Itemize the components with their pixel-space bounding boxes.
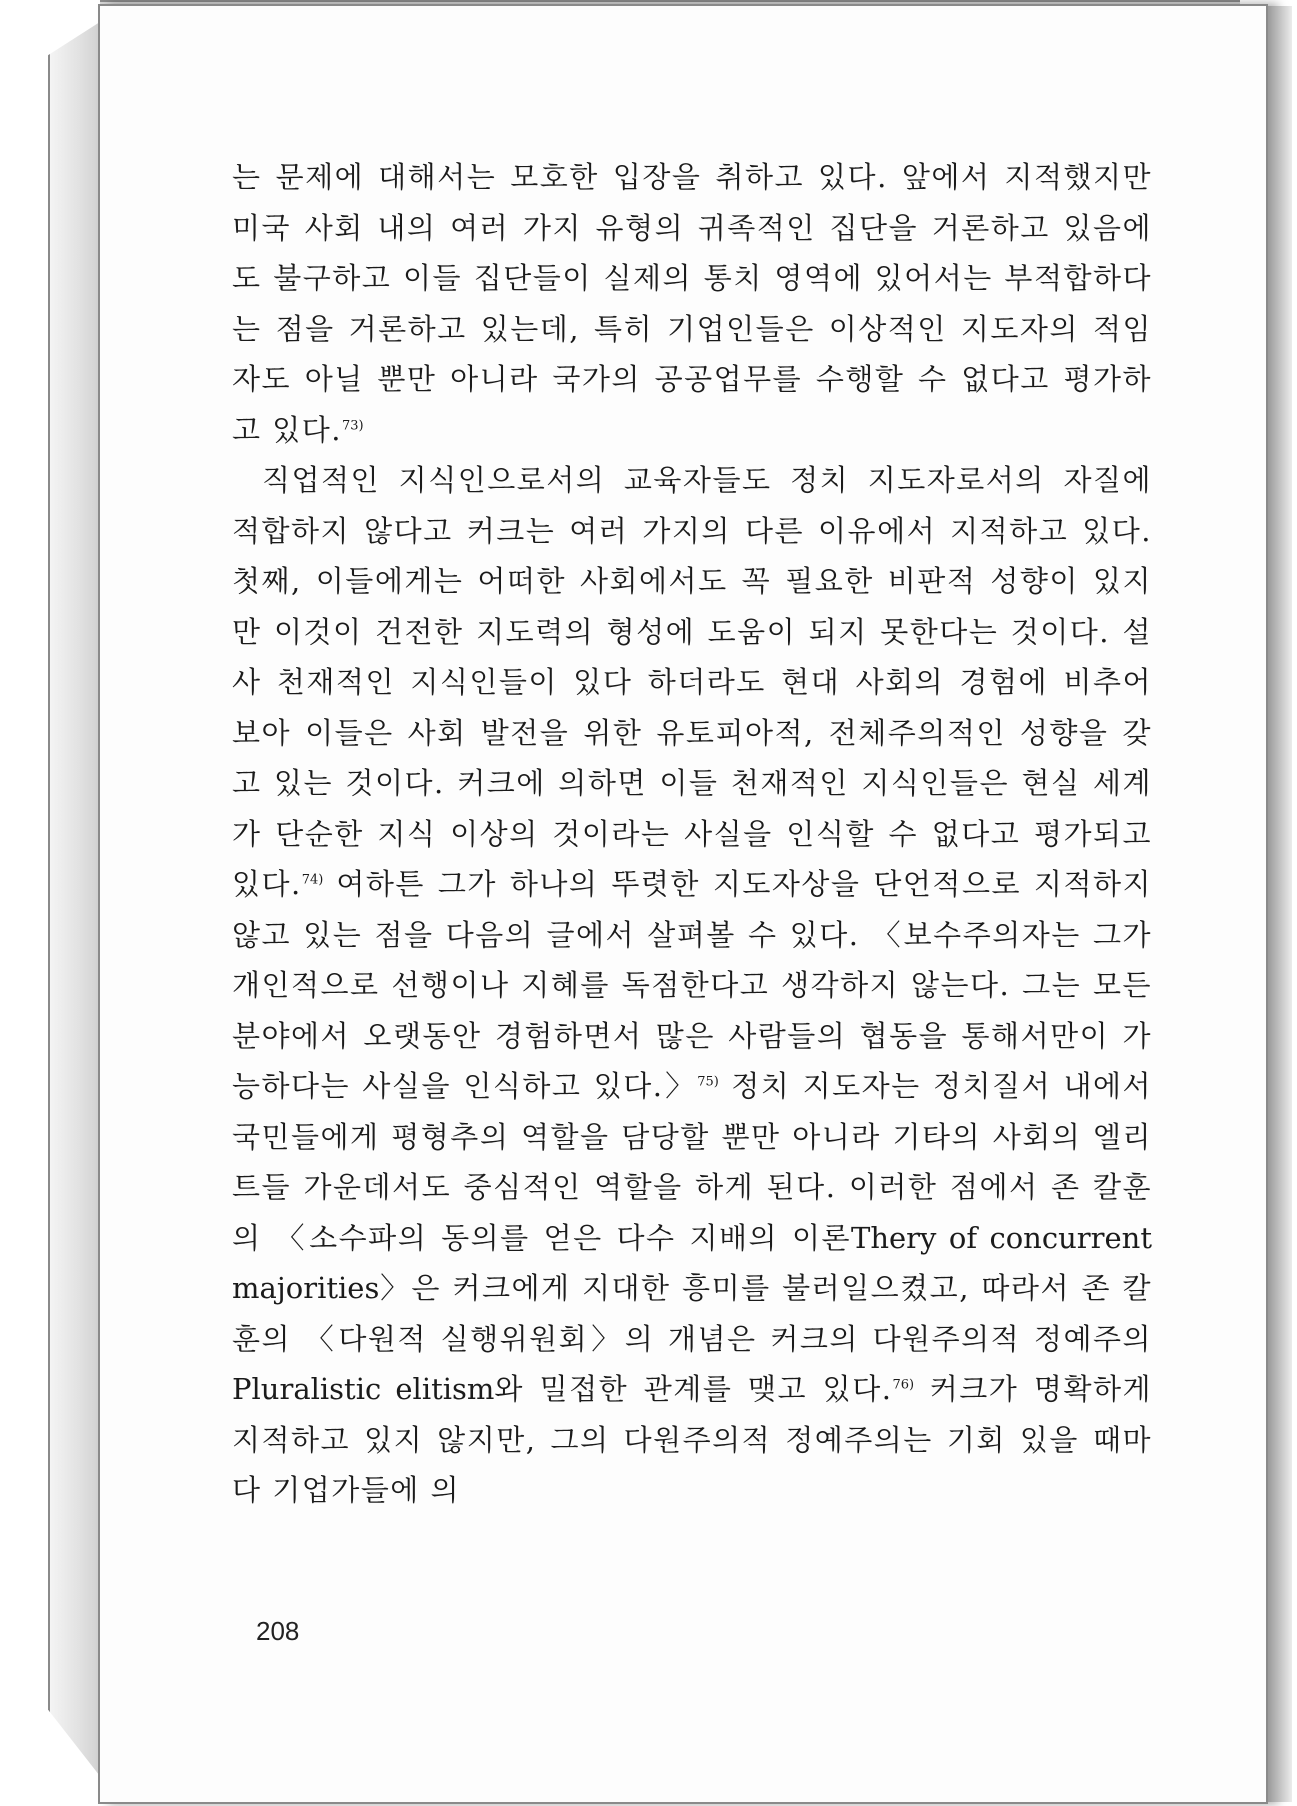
body-text — [232, 152, 1152, 1516]
paragraph-1-text: 는 문제에 대해서는 모호한 입장을 취하고 있다. 앞에서 지적했지만 미국 사회 내의 여러 가지 유형의 귀족적인 집단을 거론하고 있음에도 불구하고 이들 집단들이 실제의 통치 영역에 있어서는 부적합하다는 점을 거론하고 있는데, 특히 기업인들은 이상적인 지도자의 적임자도 아닐 뿐만 아니라 국가의 공공업무를 수행할 수 없다고 평가하고 있다. — [232, 160, 1152, 447]
paragraph-2-text-2: 여하튼 그가 하나의 뚜렷한 지도자상을 단언적으로 지적하지 않고 있는 점을 다음의 글에서 살펴볼 수 있다. 〈보수주의자는 그가 개인적으로 선행이나 지혜를 독점한다고 생각하지 않는다. 그는 모든 분야에서 오랫동안 경험하면서 많은 사람들의 협동을 통해서만이 가능하다는 사실을 인식하고 있다.〉 — [232, 867, 1152, 1103]
footnote-74: 74) — [301, 872, 324, 888]
paragraph-2-text-1: 직업적인 지식인으로서의 교육자들도 정치 지도자로서의 자질에 적합하지 않다고 커크는 여러 가지의 다른 이유에서 지적하고 있다. 첫째, 이들에게는 어떠한 사회에서도 꼭 필요한 비판적 성향이 있지만 이것이 건전한 지도력의 형성에 도움이 되지 못한다는 것이다. 설사 천재적인 지식인들이 있다 하더라도 현대 사회의 경험에 비추어 보아 이들은 사회 발전을 위한 유토피아적, 전체주의적인 성향을 갖고 있는 것이다. 커크에 의하면 이들 천재적인 지식인들은 현실 세계가 단순한 지식 이상의 것이라는 사실을 인식할 수 없다고 평가되고 있다. — [232, 463, 1152, 901]
book-page — [98, 4, 1268, 1804]
latin-term-concurrent-majorities: Thery of concurrent majorities — [232, 1220, 1152, 1305]
footnote-73: 73) — [341, 417, 364, 433]
footnote-75: 75) — [697, 1074, 719, 1090]
paragraph-2-text-5: 와 밀접한 관계를 맺고 있다. — [494, 1372, 893, 1406]
page-number: 208 — [256, 1616, 300, 1646]
paragraph-2-text-6: 커크가 명확하게 지적하고 있지 않지만, 그의 다원주의적 정예주의는 기회 있을 때마다 기업가들에 의 — [232, 1372, 1152, 1507]
page-edge-shadow — [1268, 6, 1292, 1802]
latin-term-pluralistic-elitism: Pluralistic elitism — [232, 1372, 495, 1406]
footnote-76: 76) — [892, 1377, 915, 1393]
paragraph-2-text-4: 〉은 커크에게 지대한 흥미를 불러일으켰고, 따라서 존 칼훈의 〈다원적 실행위원회〉의 개념은 커크의 다원주의적 정예주의 — [232, 1271, 1152, 1356]
paragraph-2-text-3: 정치 지도자는 정치질서 내에서 국민들에게 평형추의 역할을 담당할 뿐만 아니라 기타의 사회의 엘리트들 가운데서도 중심적인 역할을 하게 된다. 이러한 점에서 존 칼훈의 〈소수파의 동의를 얻은 다수 지배의 이론 — [232, 1069, 1152, 1255]
paragraph-2 — [232, 455, 1152, 1516]
book-spine — [48, 20, 103, 1780]
paragraph-1 — [232, 152, 1152, 455]
